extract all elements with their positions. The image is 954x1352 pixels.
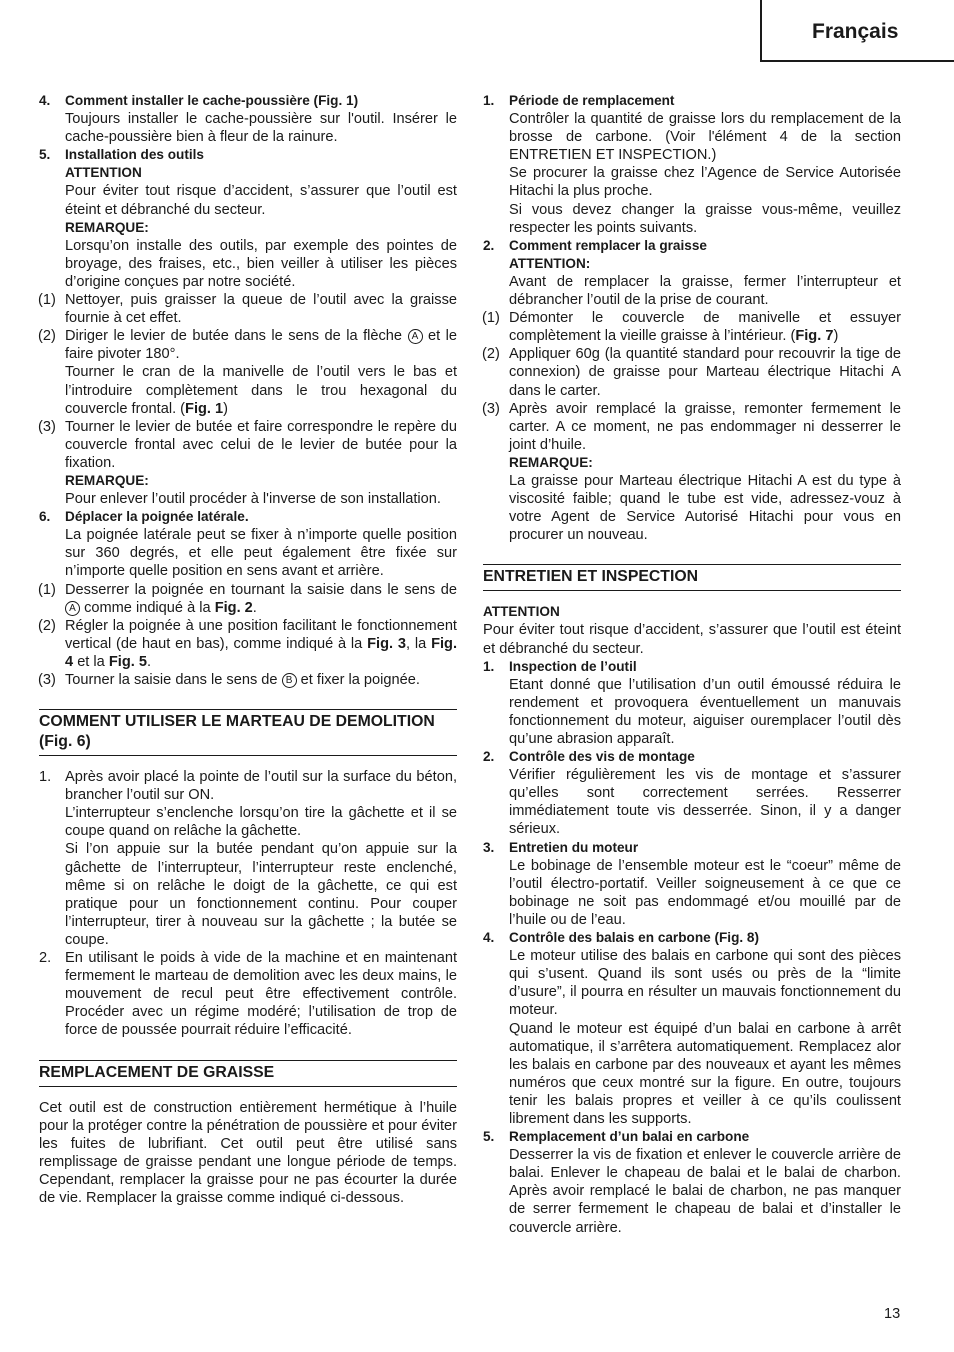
language-tab [760, 0, 954, 62]
fig-ref: Fig. 2 [214, 599, 253, 616]
left-column [39, 92, 457, 1207]
attention-text: Pour éviter tout risque d’accident, s’assurer que l’outil est éteint et débranché du secteur. [65, 183, 457, 218]
section-4-title: 4. Comment installer le cache-poussière (Fig. 1) [39, 93, 359, 108]
attention-label: ATTENTION [483, 604, 560, 620]
step-2: (2) Régler la poignée à une position facilitant le fonctionnement vertical (de haut en bas), comme indiqué à la Fig. 3, la Fig. 4 et la Fig. 5. [38, 617, 458, 670]
step-1: (1) Desserrer la poignée en tournant la saisie dans le sens de A comme indiqué à la Fig. 2. [38, 581, 457, 616]
language-label: Français [812, 20, 899, 43]
fig-ref: Fig. 7 [795, 328, 834, 345]
paragraph: L’interrupteur s’enclenche lorsqu’on tire la gâchette et il se coupe quand on relâche la gâchette. [65, 805, 457, 840]
remarque-text: Lorsqu’on installe des outils, par exemple des pointes de broyage, des fraises, etc., bien veiller à utiliser les pièces d’origine conçues par notre société. [65, 237, 457, 290]
fig-ref: Fig. 1 [185, 400, 224, 417]
section-5-title: 5. Installation des outils [39, 147, 204, 163]
section-6-title: 6. Déplacer la poignée latérale. [39, 509, 249, 525]
paragraph: Cet outil est de construction entièrement hermétique à l’huile pour la protéger contre la pénétration de poussière et pour éviter les fuites de lubrifiant. Cet outil peut être utilisé sans remplissage de graisse pendant une longue période de temps. Cependant, remplacer la graisse pour ne pas écourter la durée de vie. Remplacer la graisse comme indiqué ci-dessous. [39, 1099, 457, 1206]
section-4-text: Toujours installer le cache-poussière sur l'outil. Insérer le cache-poussière bien à fleur de la rainure. [65, 111, 457, 146]
fig-ref: Fig. 4 [65, 635, 458, 670]
circled-b-icon: B [282, 673, 297, 688]
paragraph: Le bobinage de l’ensemble moteur est le “coeur” même de l’outil électro-portatif. Veiller soigneusement à ce que ce bobinage ne soit pas endommagé et/ou mouillé par de l’huile ou de l’eau. [509, 857, 901, 928]
item-3-title: 3. Entretien du moteur [483, 839, 639, 855]
fig-ref: Fig. 3 [367, 635, 406, 652]
step-2: (2) Diriger le levier de butée dans le sens de la flèche A et le faire pivoter 180°. Tourner le cran de la manivelle de l’outil vers le bas et l’introduire complètement dans le trou hexagonal du couvercle frontal. (Fig. 1) [38, 328, 458, 417]
remarque-label: REMARQUE: [509, 454, 593, 470]
remarque-text: Pour enlever l’outil procéder à l'inverse de son installation. [65, 491, 441, 508]
attention-text: Avant de remplacer la graisse, fermer l’interrupteur et débrancher l’outil de la prise de courant. [509, 273, 901, 309]
paragraph: Se procurer la graisse chez l’Agence de Service Autorisée Hitachi la plus proche. [509, 165, 901, 200]
paragraph: Desserrer la vis de fixation et enlever le couvercle arrière de balai. Enlever le chapeau de balai et le balai de charbon. Après avoir remplacé le balai de charbon, ne pas manquer de serrer fermement le chapeau de balai et d’installer le couvercle arrière. [509, 1147, 901, 1236]
step-3: (3) Tourner la saisie dans le sens de B et fixer la poignée. [38, 672, 420, 688]
paragraph: Etant donné que l’utilisation d’un outil émoussé réduira le rendement et provoquera éventuellement un manuvais fonctionnement du moteur, aiguiser ouremplacer l’outil dès qu’une abrasion apparaît. [509, 676, 901, 747]
right-column [483, 92, 901, 1237]
paragraph: Le moteur utilise des balais en carbone qui sont des pièces qui s’usent. Quand ils sont usés ou près de la “limite d’usure”, il pourra en résulter un mauvais fonctionnement du moteur. [509, 948, 901, 1019]
list-item: 2. En utilisant le poids à vide de la machine et en maintenant fermement le marteau de demolition avec les deux mains, le mouvement de recul peut être effectivement contrôle. Procéder avec un régime modéré; l’utilisation de trop de force de poussée pourrait réduire l’efficacité. [39, 950, 457, 1039]
section-2-title: 2. Comment remplacer la graisse [483, 237, 707, 253]
item-4-title: 4. Contrôle des balais en carbone (Fig. 8) [483, 930, 760, 946]
paragraph: Vérifier régulièrement les vis de montage et s’assurer qu’elles sont correctement serrées. Resserrer immédiatement toute vis desserrée. Sinon, il y a danger sérieux. [509, 767, 901, 838]
remarque-label: REMARQUE: [65, 219, 149, 235]
list-item: 1. Après avoir placé la pointe de l’outil sur la surface du béton, brancher l’outil sur ON. [39, 769, 457, 804]
attention-label: ATTENTION: [509, 255, 591, 271]
item-1-title: 1. Inspection de l’outil [483, 658, 637, 674]
section-heading-entretien: ENTRETIEN ET INSPECTION [483, 564, 901, 591]
attention-label: ATTENTION [65, 165, 142, 181]
fig-ref: Fig. 5 [108, 653, 147, 670]
circled-a-icon: A [65, 601, 80, 616]
section-heading-demolition: COMMENT UTILISER LE MARTEAU DE DEMOLITION (Fig. 6) [39, 709, 457, 756]
section-heading-graisse: REMPLACEMENT DE GRAISSE [39, 1060, 457, 1087]
circled-a-icon: A [408, 329, 423, 344]
paragraph: Quand le moteur est équipé d’un balai en carbone à arrêt automatique, il s’arrêtera automatiquement. Remplacez alor les balais en carbone par des nouveaux et ayant les mêmes numéros que ceux montré sur la figure. En outre, toujours tenir les balais propres et veiller à ce qu’ils coulissent librement dans les supports. [509, 1020, 901, 1127]
paragraph: Si l’on appuie sur la butée pendant qu’on appuie sur la gâchette de l’interrupteur, l’interrupteur reste enclenché, même si on relâche le doigt de la gâchette, ce qui est pratique pour un fonctionnement continu. Pour couper l’interrupteur, tirer à nouveau sur la gâchette ; la butée se coupe. [65, 841, 457, 948]
section-1-title: 1. Période de remplacement [483, 93, 675, 108]
step-1: (1) Démonter le couvercle de manivelle et essuyer complètement la vieille graisse à l’intérieur. (Fig. 7) [482, 310, 901, 345]
attention-text: Pour éviter tout risque d’accident, s’assurer que l’outil est éteint et débranché du secteur. [483, 622, 901, 657]
paragraph: Contrôler la quantité de graisse lors du remplacement de la brosse de carbone. (Voir l'élément 4 de la section ENTRETIEN ET INSPECTION.) [509, 111, 901, 164]
remarque-label: REMARQUE: [65, 472, 149, 488]
item-5-title: 5. Remplacement d’un balai en carbone [483, 1129, 750, 1145]
section-6-text: La poignée latérale peut se fixer à n’importe quelle position sur 360 degrés, et elle peut également être fixée sur n’importe quelle position en sens avant et arrière. [65, 527, 457, 580]
step-3: (3) Tourner le levier de butée et faire correspondre le repère du couvercle frontal avec celui de le levier de butée pour la fixation. [38, 418, 457, 471]
step-2: (2) Appliquer 60g (la quantité standard pour recouvrir la tige de connexion) de graisse pour Marteau électrique Hitachi A dans le carter. [482, 346, 901, 399]
step-1: (1) Nettoyer, puis graisser la queue de l’outil avec la graisse fournie à cet effet. [38, 292, 457, 327]
item-2-title: 2. Contrôle des vis de montage [483, 749, 695, 765]
step-3: (3) Après avoir remplacé la graisse, remonter fermement le carter. A ce moment, ne pas endommager ni desserrer le joint d’huile. [482, 400, 901, 453]
paragraph: Si vous devez changer la graisse vous-même, veuillez respecter les points suivants. [509, 201, 901, 236]
remarque-text: La graisse pour Marteau électrique Hitachi A est du type à viscosité faible; quand le tube est vide, adressez-vouz à votre Agent de Service Autorisé Hitachi pour vous en procurer un nouveau. [509, 472, 901, 544]
page-number: 13 [884, 1306, 901, 1322]
